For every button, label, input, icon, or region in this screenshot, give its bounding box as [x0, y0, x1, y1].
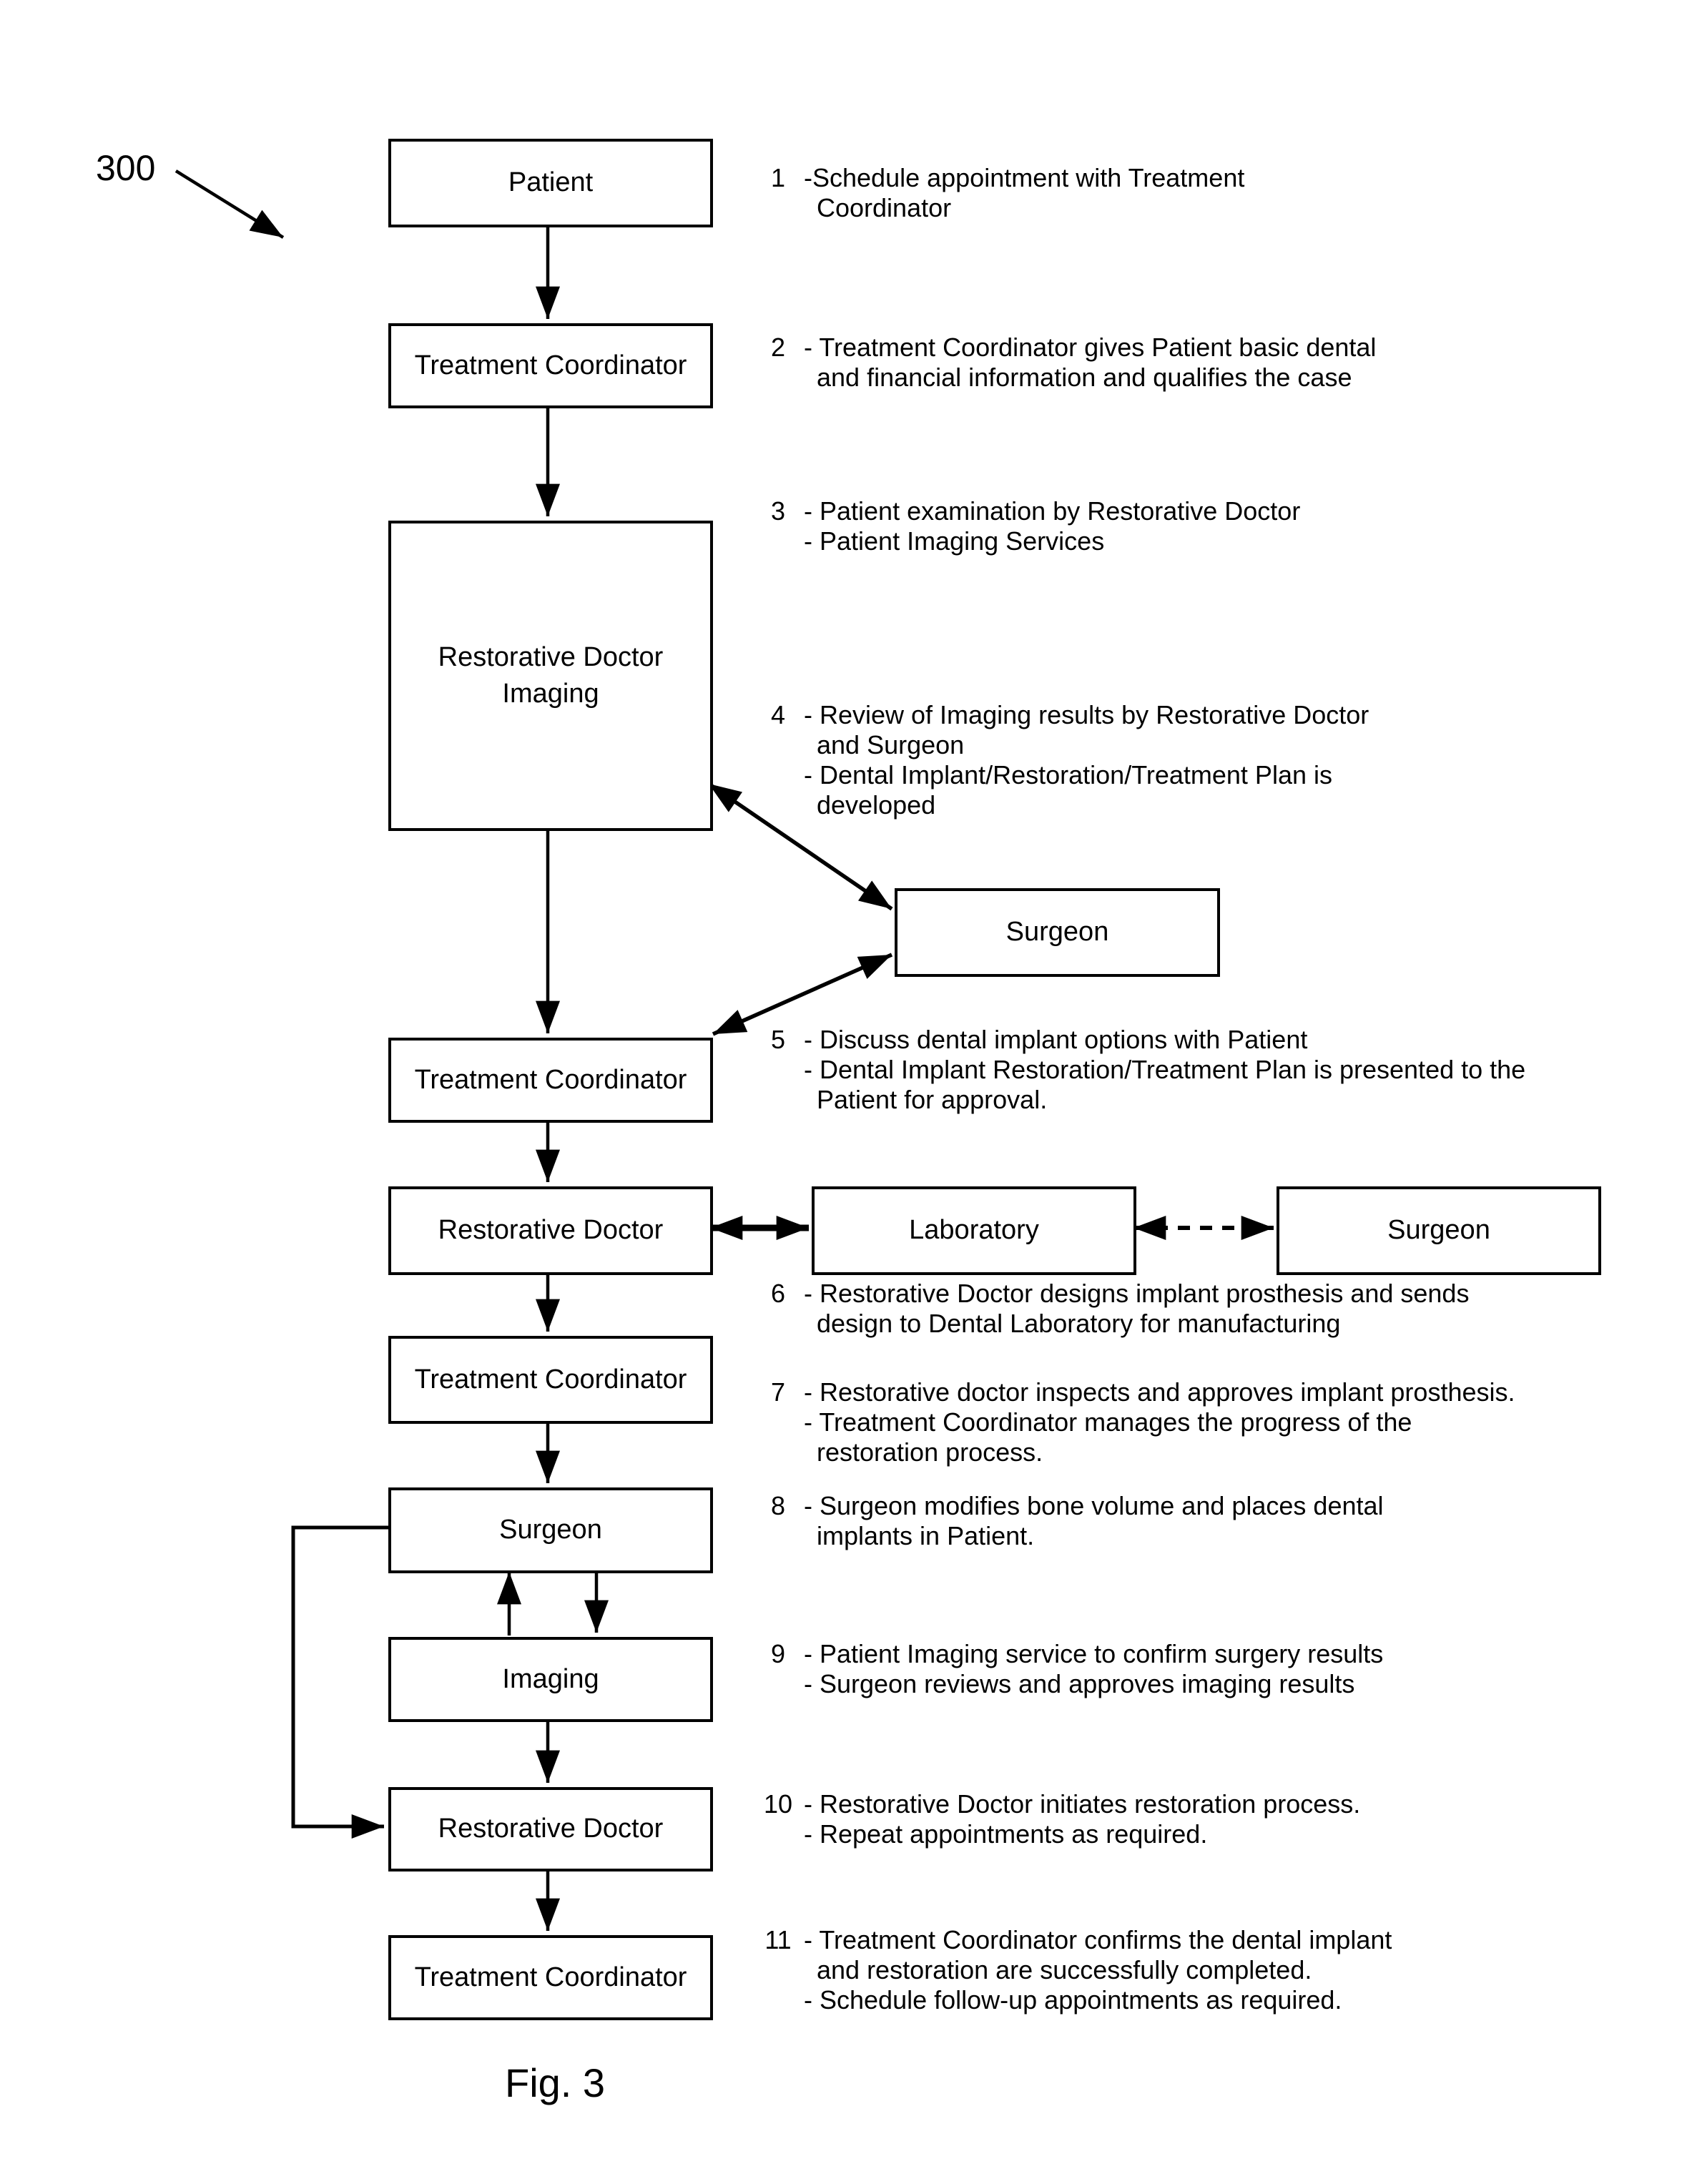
- flow-box-tc3: [388, 1336, 713, 1424]
- annotation-line: restoration process.: [817, 1437, 1043, 1467]
- annotation-line: - Restorative Doctor designs implant prosthesis and sends: [804, 1279, 1470, 1308]
- flow-box-surgeon2: [388, 1487, 713, 1573]
- annotation-line: and restoration are successfully completed.: [817, 1955, 1312, 1984]
- annotation-line: - Patient examination by Restorative Doctor: [804, 496, 1301, 526]
- ref-300-arrow: [176, 171, 283, 237]
- annotation-6-num: 6: [770, 1279, 786, 1308]
- flow-box-surgeon-row: [1277, 1186, 1601, 1275]
- annotation-line: design to Dental Laboratory for manufacturing: [817, 1309, 1341, 1338]
- annotation-line: - Schedule follow-up appointments as required.: [804, 1985, 1342, 2015]
- annotation-7-text: [804, 1377, 1515, 1467]
- flow-box-tc3-label: Treatment Coordinator: [414, 1364, 687, 1394]
- flow-box-rd2-label: Restorative Doctor: [438, 1814, 664, 1844]
- annotation-8-text: [804, 1491, 1384, 1551]
- annotation-line: Coordinator: [817, 193, 952, 222]
- annotation-line: Patient for approval.: [817, 1085, 1048, 1114]
- annotation-9-text: [804, 1639, 1383, 1699]
- flow-box-tc4-label: Treatment Coordinator: [414, 1962, 687, 1992]
- annotation-6: [758, 1279, 1469, 1339]
- annotation-5-num: 5: [770, 1025, 786, 1054]
- annotation-3: [758, 496, 1300, 556]
- annotation-line: - Restorative doctor inspects and approves implant prosthesis.: [804, 1377, 1515, 1407]
- figure-caption: Fig. 3: [505, 2060, 606, 2105]
- annotation-8: [758, 1491, 1384, 1551]
- annotation-4-num: 4: [770, 700, 786, 729]
- flow-box-imaging-label: Imaging: [502, 1663, 599, 1694]
- annotation-3-text: [804, 496, 1300, 556]
- annotation-10: [758, 1789, 1360, 1849]
- flow-box-tc2: [388, 1038, 713, 1123]
- annotation-3-num: 3: [770, 496, 786, 526]
- annotation-line: - Treatment Coordinator manages the progress of the: [804, 1407, 1412, 1437]
- annotation-line: - Treatment Coordinator gives Patient basic dental: [804, 333, 1377, 362]
- flow-box-rdi-label: Restorative Doctor Imaging: [438, 641, 664, 709]
- annotation-11: [758, 1925, 1392, 2015]
- annotation-10-text: [804, 1789, 1360, 1849]
- flow-box-rd2: [388, 1787, 713, 1871]
- flow-box-rd-row: [388, 1186, 713, 1275]
- flow-box-rdi: [388, 521, 713, 831]
- arrow-surgeon-tc2-bidirectional: [713, 955, 892, 1034]
- flow-box-surgeon-mid: [895, 888, 1220, 977]
- annotation-9: [758, 1639, 1383, 1699]
- flow-box-patient-label: Patient: [508, 167, 594, 198]
- annotation-6-text: [804, 1279, 1469, 1339]
- annotation-8-num: 8: [770, 1491, 786, 1520]
- annotation-line: - Patient Imaging Services: [804, 526, 1105, 556]
- flow-box-laboratory: [812, 1186, 1136, 1275]
- annotation-1-text: [804, 163, 1244, 223]
- annotation-10-num: 10: [763, 1789, 793, 1819]
- annotation-1-num: 1: [770, 163, 786, 192]
- annotation-11-text: [804, 1925, 1392, 2015]
- annotation-2-text: [804, 333, 1376, 393]
- annotation-5: [758, 1025, 1525, 1115]
- annotation-2-num: 2: [770, 333, 786, 362]
- flow-box-tc1-label: Treatment Coordinator: [414, 350, 687, 380]
- flow-box-patient: [388, 139, 713, 227]
- annotation-line: and Surgeon: [817, 730, 965, 759]
- figure-ref-number: 300: [96, 148, 156, 188]
- annotation-line: - Discuss dental implant options with Patient: [804, 1025, 1308, 1054]
- annotation-line: - Restorative Doctor initiates restoration process.: [804, 1789, 1361, 1819]
- annotation-9-num: 9: [770, 1639, 786, 1668]
- flow-box-tc4: [388, 1935, 713, 2020]
- annotation-2: [758, 333, 1376, 393]
- flow-box-surgeon-row-label: Surgeon: [1387, 1215, 1490, 1246]
- annotation-7-num: 7: [770, 1377, 786, 1407]
- annotation-7: [758, 1377, 1515, 1467]
- annotation-4: [758, 700, 1369, 820]
- annotation-line: and financial information and qualifies the case: [817, 363, 1352, 392]
- annotation-line: - Surgeon modifies bone volume and places dental: [804, 1491, 1384, 1520]
- flow-box-tc2-label: Treatment Coordinator: [414, 1064, 687, 1095]
- flow-box-surgeon2-label: Surgeon: [499, 1515, 602, 1545]
- arrow-surgeon-loop-to-rd: [293, 1528, 388, 1826]
- annotation-line: - Dental Implant/Restoration/Treatment Plan is: [804, 760, 1332, 790]
- flow-box-surgeon-mid-label: Surgeon: [1005, 917, 1109, 948]
- flow-box-rd-row-label: Restorative Doctor: [438, 1215, 664, 1246]
- flow-box-laboratory-label: Laboratory: [909, 1215, 1039, 1246]
- annotation-line: - Treatment Coordinator confirms the dental implant: [804, 1925, 1392, 1954]
- annotation-4-text: [804, 700, 1369, 820]
- annotation-5-text: [804, 1025, 1525, 1115]
- annotation-line: implants in Patient.: [817, 1521, 1035, 1550]
- flow-box-tc1: [388, 323, 713, 408]
- annotation-1: [758, 163, 1244, 223]
- flow-box-imaging: [388, 1637, 713, 1722]
- annotation-line: -Schedule appointment with Treatment: [804, 163, 1245, 192]
- annotation-line: developed: [817, 790, 936, 820]
- annotation-line: - Dental Implant Restoration/Treatment Plan is presented to the: [804, 1055, 1526, 1084]
- annotation-11-num: 11: [764, 1925, 792, 1954]
- annotation-line: - Patient Imaging service to confirm surgery results: [804, 1639, 1384, 1668]
- annotation-line: - Review of Imaging results by Restorative Doctor: [804, 700, 1369, 729]
- annotation-line: - Repeat appointments as required.: [804, 1819, 1208, 1849]
- annotation-line: - Surgeon reviews and approves imaging results: [804, 1669, 1355, 1698]
